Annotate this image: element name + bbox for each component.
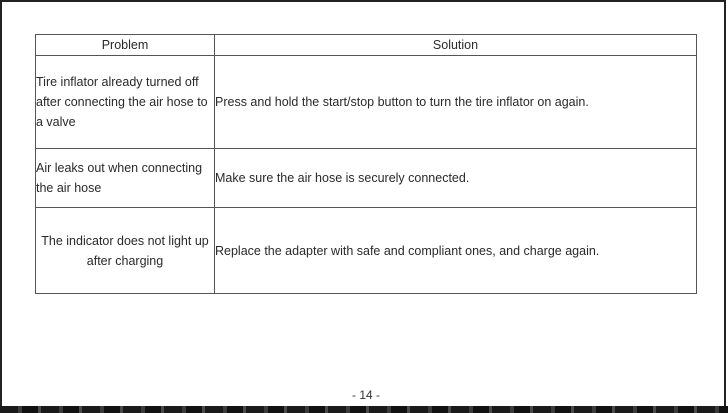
problem-column-header: Problem xyxy=(36,35,215,56)
page-number: - 14 - xyxy=(351,388,380,402)
table-row xyxy=(36,208,697,294)
scan-edge-strip xyxy=(0,406,728,413)
solution-column-header: Solution xyxy=(215,35,697,56)
solution-cell: Make sure the air hose is securely connected. xyxy=(215,149,697,208)
problem-cell: The indicator does not light up after charging xyxy=(36,208,215,294)
problem-cell: Tire inflator already turned off after connecting the air hose to a valve xyxy=(36,56,215,149)
solution-cell: Press and hold the start/stop button to turn the tire inflator on again. xyxy=(215,56,697,149)
troubleshooting-table xyxy=(35,34,697,294)
table-header-row xyxy=(36,35,697,56)
solution-cell: Replace the adapter with safe and compliant ones, and charge again. xyxy=(215,208,697,294)
table-row xyxy=(36,56,697,149)
table-row xyxy=(36,149,697,208)
problem-cell: Air leaks out when connecting the air hose xyxy=(36,149,215,208)
